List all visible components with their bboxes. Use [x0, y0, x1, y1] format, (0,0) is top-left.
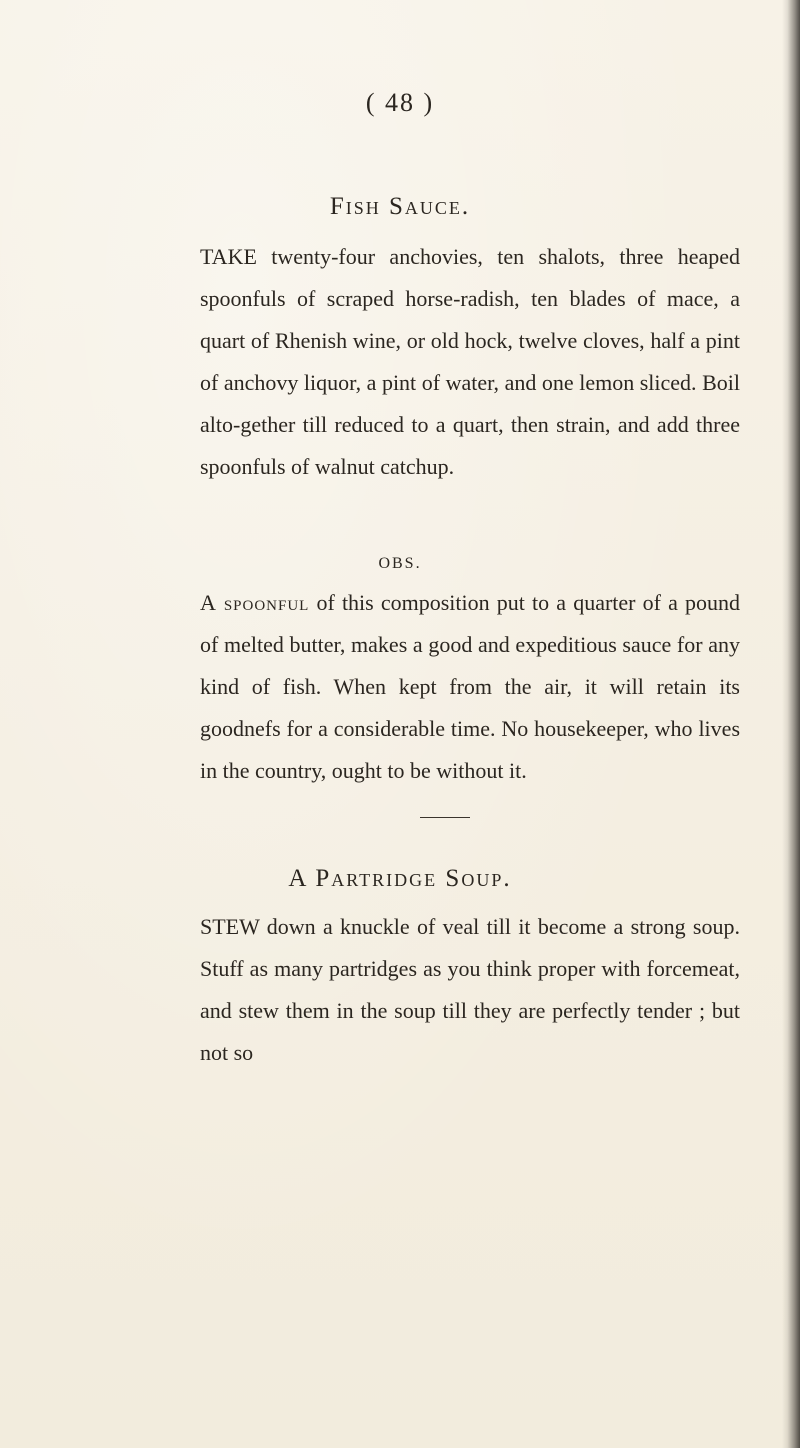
observation-body: of this composition put to a quarter of a pound of melted butter, makes a good and expeditious sauce for any kind of fish. When kept from the air, it will retain its goodnefs for a considerable time. No housekeeper, who lives in the country, ought to be without it. [200, 590, 740, 783]
observation-label: OBS. [378, 555, 422, 572]
section-divider [420, 817, 470, 818]
page-number: ( 48 ) [365, 88, 435, 117]
fish-sauce-heading: Fish Sauce. [329, 193, 471, 220]
fish-sauce-recipe: TAKE twenty-four anchovies, ten shalots, three heaped spoonfuls of scraped horse-radish, ten blades of mace, a quart of Rhenish wine, or old hock, twelve cloves, half a pint of anchovy liquor, a pint of water, and one lemon sliced. Boil alto-gether till reduced to a quart, then strain, and add three spoonfuls of walnut catchup. [200, 244, 740, 479]
partridge-soup-recipe: STEW down a knuckle of veal till it become a strong soup. Stuff as many partridges as you think proper with forcemeat, and stew them in the soup till they are perfectly tender ; but not so [200, 914, 740, 1065]
page-edge-shadow [782, 0, 800, 1448]
partridge-soup-heading: A Partridge Soup. [288, 865, 512, 892]
observation-lead: A spoonful [200, 590, 310, 615]
observation-text [200, 582, 740, 792]
